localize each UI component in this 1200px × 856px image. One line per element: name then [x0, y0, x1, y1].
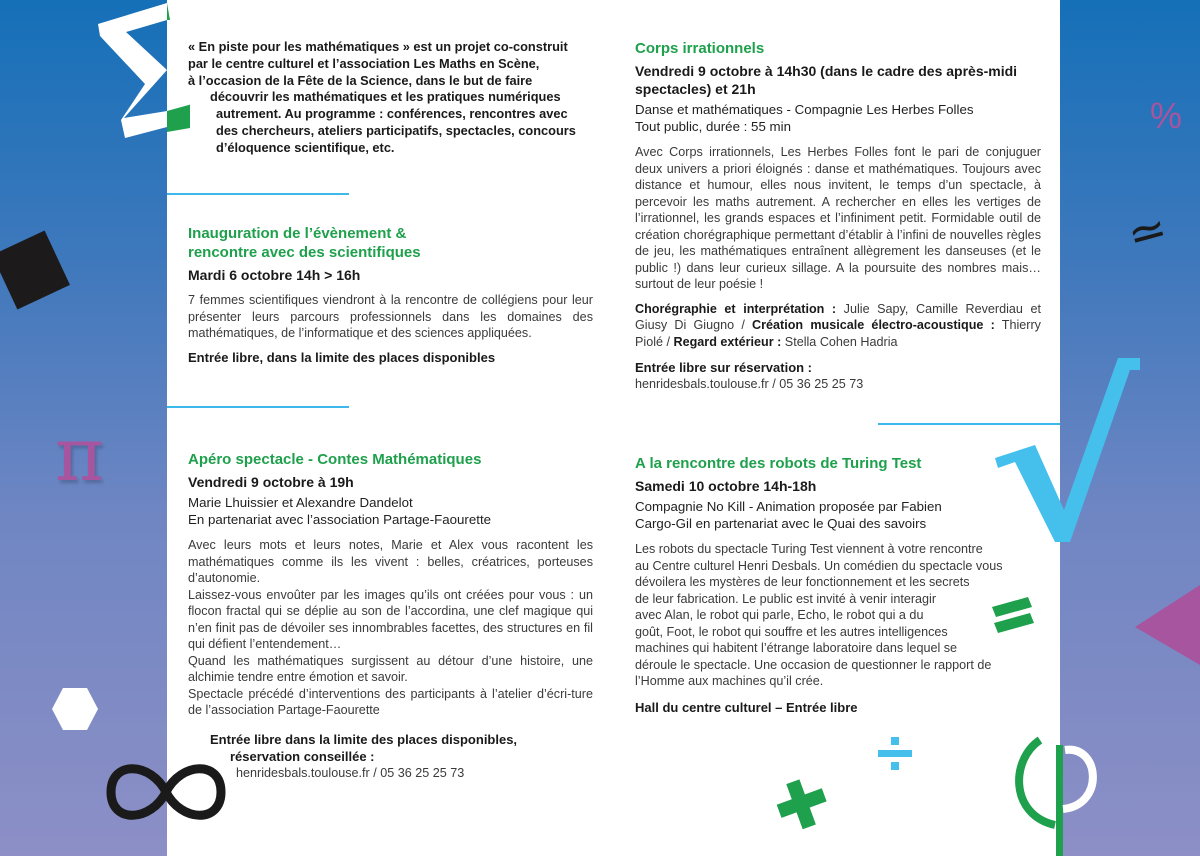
pi-icon: π	[55, 412, 104, 498]
intro-line: d’éloquence scientifique, etc.	[216, 139, 395, 155]
intro-line: à l’occasion de la Fête de la Science, dans le but de faire	[188, 72, 533, 88]
divide-icon	[878, 737, 912, 771]
event-date: Vendredi 9 octobre à 19h	[188, 474, 354, 490]
approx-icon: ≃	[1121, 200, 1173, 262]
event-title: A la rencontre des robots de Turing Test	[635, 455, 922, 472]
divider	[167, 193, 349, 195]
event-access: Entrée libre sur réservation :	[635, 360, 813, 375]
sigma-icon	[90, 0, 190, 150]
intro-line: « En piste pour les mathématiques » est un projet co-construit	[188, 39, 568, 54]
event-description: Avec leurs mots et leurs notes, Marie et Alex vous racontent les mathématiques comme ils les vivent : belles, créatrices, porteuses d’autonomie. Laissez-vous envoûter par les images qu’ils ont créées pour vous : un flocon fractal qui se déplie au son de l’accordina, une clef magique qui n’en finit pas de dévoiler ses innombrables facettes, des structures en fil qui défient l’entendement… Quand les mathématiques surgissent au détour d’une histoire, une alchimie tendre entre émotion et savoir. Spectacle précédé d’interventions des participants à l’atelier d’écri-ture de l’association Partage-Faourette	[188, 538, 593, 717]
triangle-icon	[1135, 585, 1200, 665]
event-subtitle: Marie Lhuissier et Alexandre Dandelot En partenariat avec l’association Partage-Faourette	[188, 495, 492, 527]
square-icon	[0, 231, 70, 310]
event-contact[interactable]: henridesbals.toulouse.fr / 05 36 25 25 73	[236, 765, 465, 780]
event-turing-test	[635, 454, 1041, 716]
event-corps-irrationnels	[635, 39, 1041, 393]
event-title: Apéro spectacle - Contes Mathématiques	[188, 451, 482, 468]
intro-line: des chercheurs, ateliers participatifs, spectacles, concours	[216, 122, 576, 138]
phi-icon	[1005, 735, 1115, 856]
event-description: 7 femmes scientifiques viendront à la rencontre de collégiens pour leur présenter leurs parcours professionnels dans les domaines des mathématiques, de l’informatique et des sciences appliquées.	[188, 293, 593, 340]
event-date: Vendredi 9 octobre à 14h30 (dans le cadre des après-midi spectacles) et 21h	[635, 63, 1018, 97]
event-inauguration	[188, 224, 593, 366]
intro-line: autrement. Au programme : conférences, rencontres avec	[216, 106, 568, 122]
event-contact[interactable]: henridesbals.toulouse.fr / 05 36 25 25 73	[635, 377, 864, 391]
event-credits: Chorégraphie et interprétation : Julie Sapy, Camille Reverdiau et Giusy Di Giugno / Création musicale électro-acoustique : Thierry Piolé / Regard extérieur : Stella Cohen Hadria	[635, 301, 1041, 349]
intro-line: découvrir les mathématiques et les pratiques numériques	[210, 89, 561, 105]
divider	[878, 423, 1060, 425]
event-description: Avec Corps irrationnels, Les Herbes Folles font le pari de conjuguer deux univers a priori éloignés : danse et mathématiques. Toujours avec distance et humour, elles nous invitent, le temps d’un spectacle, à percevoir les maths autrement. A rechercher en elles les vertiges de l’irrationnel, les grands espaces et l’infiniment petit. Formidable outil de création chorégraphique permettant d’établir à l’infini de nouvelles règles de jeu, les mathématiques entraînent allègrement les danseuses (et le public !) dans leur curieux sillage. A la poursuite des nombres mais… surtout de leur poésie !	[635, 145, 1041, 291]
event-date: Samedi 10 octobre 14h-18h	[635, 478, 817, 494]
event-title: Inauguration de l’évènement & rencontre avec des scientifiques	[188, 225, 421, 261]
event-subtitle: Danse et mathématiques - Compagnie Les Herbes Folles Tout public, durée : 55 min	[635, 102, 974, 134]
event-access: Hall du centre culturel – Entrée libre	[635, 699, 858, 715]
event-description: Les robots du spectacle Turing Test viennent à votre rencontre au Centre culturel Henri Desbals. Un comédien du spectacle vous dévoilera les mystères de leur fonctionnement et les secrets de leur fabrication. Le public est invité à venir interagir avec Alan, le robot qui parle, Echo, le robot qui a du goût, Foot, le robot qui souffre et les autres intelligences machines qui habitent l’étrange laboratoire dans lequel se déroule le spectacle. Une occasion de questionner le rapport de l’Homme aux machines qu’il crée.	[635, 542, 1003, 688]
event-date: Mardi 6 octobre 14h > 16h	[188, 267, 361, 283]
event-apero-spectacle	[188, 450, 593, 781]
event-access: Entrée libre, dans la limite des places disponibles	[188, 349, 496, 365]
hexagon-icon	[52, 688, 98, 730]
event-subtitle: Compagnie No Kill - Animation proposée par Fabien Cargo-Gil en partenariat avec le Quai des savoirs	[635, 499, 942, 531]
percent-icon: %	[1150, 95, 1183, 136]
plus-icon	[774, 778, 830, 830]
intro-text	[188, 39, 591, 157]
intro-line: par le centre culturel et l’association Les Maths en Scène,	[188, 55, 540, 71]
event-title: Corps irrationnels	[635, 40, 765, 57]
divider	[167, 406, 349, 408]
event-access: Entrée libre dans la limite des places disponibles, réservation conseillée :	[210, 731, 518, 764]
